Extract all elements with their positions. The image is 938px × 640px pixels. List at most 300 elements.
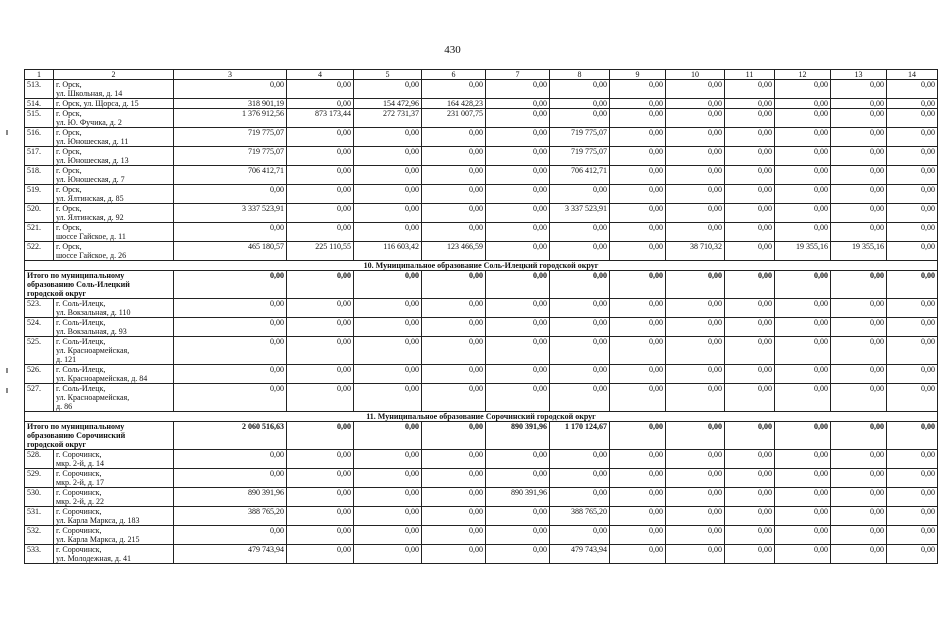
address-cell: г. Орск, ул. Ялтинская, д. 92: [54, 204, 174, 223]
row-index: 528.: [25, 450, 54, 469]
amount-cell: 0,00: [725, 99, 775, 109]
amount-cell: 0,00: [725, 384, 775, 412]
amount-cell: 0,00: [422, 507, 486, 526]
address-cell: г. Орск, ул. Школьная, д. 14: [54, 80, 174, 99]
column-number-header: 9: [610, 70, 666, 80]
amount-cell: 0,00: [666, 185, 725, 204]
amount-cell: 0,00: [666, 204, 725, 223]
amount-cell: 0,00: [610, 384, 666, 412]
amount-cell: 0,00: [831, 299, 887, 318]
amount-cell: 0,00: [550, 299, 610, 318]
row-index: 520.: [25, 204, 54, 223]
amount-cell: 0,00: [610, 507, 666, 526]
amount-cell: 0,00: [887, 109, 938, 128]
amount-cell: 0,00: [287, 147, 354, 166]
address-cell: г. Соль-Илецк, ул. Красноармейская, д. 84: [54, 365, 174, 384]
amount-cell: 0,00: [610, 337, 666, 365]
amount-cell: 0,00: [831, 469, 887, 488]
amount-cell: 0,00: [666, 166, 725, 185]
amount-cell: 0,00: [725, 507, 775, 526]
amount-cell: 0,00: [831, 185, 887, 204]
amount-cell: 0,00: [610, 318, 666, 337]
address-cell: г. Сорочинск, ул. Молодежная, д. 41: [54, 545, 174, 564]
address-cell: г. Орск, ул. Щорса, д. 15: [54, 99, 174, 109]
amount-cell: 0,00: [775, 384, 831, 412]
amount-cell: 479 743,94: [174, 545, 287, 564]
amount-cell: 0,00: [610, 365, 666, 384]
amount-cell: 2 060 516,63: [174, 422, 287, 450]
section-heading: 11. Муниципальное образование Сорочинский городской округ: [25, 412, 938, 422]
amount-cell: 0,00: [725, 166, 775, 185]
amount-cell: 0,00: [831, 488, 887, 507]
amount-cell: 0,00: [831, 526, 887, 545]
row-index: 526.: [25, 365, 54, 384]
amount-cell: 0,00: [725, 185, 775, 204]
amount-cell: 0,00: [725, 365, 775, 384]
table-row: [25, 545, 938, 564]
amount-cell: 0,00: [887, 384, 938, 412]
amount-cell: 479 743,94: [550, 545, 610, 564]
amount-cell: 3 337 523,91: [550, 204, 610, 223]
subtotal-label: Итого по муниципальному образованию Сорочинский городской округ: [25, 422, 174, 450]
amount-cell: 0,00: [775, 507, 831, 526]
amount-cell: 0,00: [725, 223, 775, 242]
row-index: 517.: [25, 147, 54, 166]
amount-cell: 19 355,16: [775, 242, 831, 261]
amount-cell: 0,00: [422, 185, 486, 204]
amount-cell: 0,00: [610, 271, 666, 299]
amount-cell: 0,00: [831, 422, 887, 450]
amount-cell: 0,00: [831, 271, 887, 299]
scan-edge-mark: [6, 130, 8, 135]
amount-cell: 0,00: [550, 365, 610, 384]
address-cell: г. Орск, ул. Юношеская, д. 11: [54, 128, 174, 147]
amount-cell: 0,00: [831, 128, 887, 147]
amount-cell: 0,00: [610, 80, 666, 99]
amount-cell: 0,00: [486, 242, 550, 261]
column-number-header: 13: [831, 70, 887, 80]
amount-cell: 0,00: [775, 365, 831, 384]
table-row: [25, 488, 938, 507]
address-cell: г. Орск, шоссе Гайское, д. 26: [54, 242, 174, 261]
amount-cell: 0,00: [610, 109, 666, 128]
amount-cell: 0,00: [354, 299, 422, 318]
amount-cell: 0,00: [666, 299, 725, 318]
amount-cell: 0,00: [887, 526, 938, 545]
amount-cell: 0,00: [354, 166, 422, 185]
amount-cell: 0,00: [775, 99, 831, 109]
amount-cell: 0,00: [725, 147, 775, 166]
amount-cell: 0,00: [287, 545, 354, 564]
table-row: [25, 299, 938, 318]
amount-cell: 0,00: [486, 109, 550, 128]
amount-cell: 719 775,07: [174, 128, 287, 147]
column-number-header: 12: [775, 70, 831, 80]
address-cell: г. Орск, ул. Ялтинская, д. 85: [54, 185, 174, 204]
amount-cell: 0,00: [174, 185, 287, 204]
amount-cell: 0,00: [775, 147, 831, 166]
amount-cell: 0,00: [887, 185, 938, 204]
amount-cell: 0,00: [354, 204, 422, 223]
amount-cell: 0,00: [831, 166, 887, 185]
budget-table: [24, 69, 938, 564]
table-row: [25, 147, 938, 166]
amount-cell: 0,00: [666, 488, 725, 507]
amount-cell: 0,00: [666, 147, 725, 166]
address-cell: г. Сорочинск, ул. Карла Маркса, д. 183: [54, 507, 174, 526]
row-index: 527.: [25, 384, 54, 412]
amount-cell: 0,00: [486, 469, 550, 488]
amount-cell: 0,00: [775, 318, 831, 337]
amount-cell: 0,00: [422, 450, 486, 469]
amount-cell: 0,00: [287, 299, 354, 318]
amount-cell: 0,00: [486, 147, 550, 166]
amount-cell: 0,00: [775, 488, 831, 507]
table-row: [25, 185, 938, 204]
amount-cell: 116 603,42: [354, 242, 422, 261]
row-index: 513.: [25, 80, 54, 99]
address-cell: г. Орск, ул. Юношеская, д. 7: [54, 166, 174, 185]
amount-cell: 0,00: [725, 204, 775, 223]
amount-cell: 0,00: [354, 128, 422, 147]
amount-cell: 0,00: [610, 526, 666, 545]
amount-cell: 0,00: [174, 299, 287, 318]
amount-cell: 0,00: [725, 299, 775, 318]
amount-cell: 0,00: [550, 337, 610, 365]
amount-cell: 0,00: [287, 469, 354, 488]
amount-cell: 0,00: [666, 99, 725, 109]
column-number-header: 14: [887, 70, 938, 80]
address-cell: г. Соль-Илецк, ул. Красноармейская, д. 86: [54, 384, 174, 412]
amount-cell: 0,00: [422, 545, 486, 564]
amount-cell: 0,00: [887, 80, 938, 99]
amount-cell: 0,00: [174, 271, 287, 299]
amount-cell: 0,00: [887, 545, 938, 564]
subtotal-label: Итого по муниципальному образованию Соль-Илецкий городской округ: [25, 271, 174, 299]
amount-cell: 0,00: [486, 365, 550, 384]
amount-cell: 0,00: [354, 223, 422, 242]
amount-cell: 0,00: [550, 99, 610, 109]
amount-cell: 0,00: [775, 545, 831, 564]
amount-cell: 0,00: [550, 109, 610, 128]
amount-cell: 0,00: [422, 80, 486, 99]
amount-cell: 0,00: [775, 422, 831, 450]
amount-cell: 0,00: [887, 271, 938, 299]
amount-cell: 0,00: [486, 507, 550, 526]
table-row: [25, 128, 938, 147]
amount-cell: 0,00: [725, 271, 775, 299]
amount-cell: 0,00: [831, 365, 887, 384]
address-cell: г. Орск, ул. Юношеская, д. 13: [54, 147, 174, 166]
amount-cell: 154 472,96: [354, 99, 422, 109]
amount-cell: 0,00: [550, 242, 610, 261]
amount-cell: 0,00: [550, 469, 610, 488]
amount-cell: 0,00: [354, 365, 422, 384]
amount-cell: 0,00: [666, 469, 725, 488]
amount-cell: 0,00: [486, 450, 550, 469]
amount-cell: 0,00: [486, 99, 550, 109]
amount-cell: 0,00: [610, 223, 666, 242]
amount-cell: 0,00: [666, 80, 725, 99]
amount-cell: 0,00: [174, 469, 287, 488]
amount-cell: 0,00: [422, 337, 486, 365]
amount-cell: 0,00: [666, 545, 725, 564]
table-row: [25, 109, 938, 128]
amount-cell: 0,00: [174, 337, 287, 365]
row-index: 518.: [25, 166, 54, 185]
amount-cell: 0,00: [887, 337, 938, 365]
amount-cell: 0,00: [725, 337, 775, 365]
amount-cell: 0,00: [887, 223, 938, 242]
amount-cell: 0,00: [887, 147, 938, 166]
amount-cell: 164 428,23: [422, 99, 486, 109]
address-cell: г. Сорочинск, мкр. 2-й, д. 17: [54, 469, 174, 488]
amount-cell: 225 110,55: [287, 242, 354, 261]
amount-cell: 0,00: [287, 204, 354, 223]
section-heading: 10. Муниципальное образование Соль-Илецкий городской округ: [25, 261, 938, 271]
row-index: 531.: [25, 507, 54, 526]
amount-cell: 890 391,96: [486, 422, 550, 450]
amount-cell: 0,00: [610, 242, 666, 261]
amount-cell: 0,00: [354, 422, 422, 450]
amount-cell: 0,00: [831, 507, 887, 526]
amount-cell: 0,00: [831, 545, 887, 564]
amount-cell: 0,00: [354, 507, 422, 526]
amount-cell: 231 007,75: [422, 109, 486, 128]
amount-cell: 0,00: [666, 526, 725, 545]
amount-cell: 0,00: [666, 337, 725, 365]
column-number-header: 1: [25, 70, 54, 80]
amount-cell: 0,00: [287, 166, 354, 185]
amount-cell: 0,00: [486, 318, 550, 337]
row-index: 522.: [25, 242, 54, 261]
amount-cell: 0,00: [174, 450, 287, 469]
amount-cell: 0,00: [831, 450, 887, 469]
amount-cell: 0,00: [550, 526, 610, 545]
table-row: [25, 80, 938, 99]
amount-cell: 0,00: [610, 422, 666, 450]
amount-cell: 0,00: [486, 299, 550, 318]
column-number-header: 7: [486, 70, 550, 80]
amount-cell: 0,00: [174, 223, 287, 242]
amount-cell: 0,00: [287, 80, 354, 99]
row-index: 515.: [25, 109, 54, 128]
table-row: [25, 223, 938, 242]
amount-cell: 0,00: [610, 99, 666, 109]
amount-cell: 0,00: [610, 147, 666, 166]
table-row: [25, 242, 938, 261]
amount-cell: 0,00: [666, 271, 725, 299]
amount-cell: 706 412,71: [174, 166, 287, 185]
column-number-header: 8: [550, 70, 610, 80]
amount-cell: 0,00: [422, 204, 486, 223]
amount-cell: 0,00: [666, 318, 725, 337]
amount-cell: 0,00: [831, 109, 887, 128]
address-cell: г. Орск, шоссе Гайское, д. 11: [54, 223, 174, 242]
column-number-header: 6: [422, 70, 486, 80]
amount-cell: 0,00: [775, 469, 831, 488]
address-cell: г. Орск, ул. Ю. Фучика, д. 2: [54, 109, 174, 128]
amount-cell: 0,00: [287, 337, 354, 365]
table-row: [25, 99, 938, 109]
amount-cell: 0,00: [831, 147, 887, 166]
amount-cell: 0,00: [610, 545, 666, 564]
amount-cell: 0,00: [287, 507, 354, 526]
amount-cell: 0,00: [610, 166, 666, 185]
amount-cell: 0,00: [887, 469, 938, 488]
row-index: 516.: [25, 128, 54, 147]
amount-cell: 465 180,57: [174, 242, 287, 261]
amount-cell: 0,00: [550, 80, 610, 99]
amount-cell: 0,00: [775, 204, 831, 223]
amount-cell: 0,00: [831, 80, 887, 99]
amount-cell: 0,00: [354, 337, 422, 365]
amount-cell: 0,00: [725, 128, 775, 147]
amount-cell: 0,00: [666, 450, 725, 469]
table-row: [25, 384, 938, 412]
amount-cell: 0,00: [725, 469, 775, 488]
amount-cell: 0,00: [354, 384, 422, 412]
amount-cell: 0,00: [775, 450, 831, 469]
page-number: 430: [444, 44, 461, 56]
subtotal-row: [25, 271, 938, 299]
amount-cell: 0,00: [887, 507, 938, 526]
amount-cell: 0,00: [486, 204, 550, 223]
amount-cell: 706 412,71: [550, 166, 610, 185]
amount-cell: 0,00: [725, 526, 775, 545]
amount-cell: 0,00: [354, 526, 422, 545]
amount-cell: 0,00: [486, 166, 550, 185]
amount-cell: 0,00: [887, 128, 938, 147]
amount-cell: 0,00: [354, 450, 422, 469]
column-number-header: 3: [174, 70, 287, 80]
amount-cell: 0,00: [486, 337, 550, 365]
amount-cell: 0,00: [550, 223, 610, 242]
amount-cell: 0,00: [174, 384, 287, 412]
amount-cell: 0,00: [775, 223, 831, 242]
amount-cell: 0,00: [354, 488, 422, 507]
amount-cell: 0,00: [666, 384, 725, 412]
amount-cell: 719 775,07: [550, 128, 610, 147]
amount-cell: 19 355,16: [831, 242, 887, 261]
amount-cell: 1 170 124,67: [550, 422, 610, 450]
amount-cell: 0,00: [550, 450, 610, 469]
amount-cell: 0,00: [422, 223, 486, 242]
amount-cell: 123 466,59: [422, 242, 486, 261]
amount-cell: 0,00: [887, 166, 938, 185]
address-cell: г. Сорочинск, мкр. 2-й, д. 22: [54, 488, 174, 507]
amount-cell: 0,00: [725, 109, 775, 128]
amount-cell: 0,00: [287, 128, 354, 147]
row-index: 514.: [25, 99, 54, 109]
row-index: 532.: [25, 526, 54, 545]
table-row: [25, 204, 938, 223]
amount-cell: 0,00: [610, 128, 666, 147]
amount-cell: 0,00: [550, 185, 610, 204]
amount-cell: 0,00: [354, 469, 422, 488]
amount-cell: 0,00: [422, 469, 486, 488]
amount-cell: 0,00: [887, 450, 938, 469]
amount-cell: 0,00: [287, 318, 354, 337]
row-index: 521.: [25, 223, 54, 242]
table-header-row: [25, 70, 938, 80]
amount-cell: 0,00: [287, 526, 354, 545]
amount-cell: 0,00: [422, 147, 486, 166]
amount-cell: 0,00: [831, 99, 887, 109]
amount-cell: 0,00: [422, 166, 486, 185]
amount-cell: 0,00: [550, 488, 610, 507]
amount-cell: 0,00: [287, 488, 354, 507]
amount-cell: 3 337 523,91: [174, 204, 287, 223]
amount-cell: 0,00: [831, 204, 887, 223]
table-row: [25, 526, 938, 545]
amount-cell: 0,00: [610, 450, 666, 469]
table-row: [25, 365, 938, 384]
amount-cell: 0,00: [666, 422, 725, 450]
amount-cell: 0,00: [666, 223, 725, 242]
amount-cell: 0,00: [486, 526, 550, 545]
amount-cell: 0,00: [422, 128, 486, 147]
scan-edge-mark: [6, 388, 8, 393]
amount-cell: 388 765,20: [174, 507, 287, 526]
amount-cell: 0,00: [174, 318, 287, 337]
amount-cell: 0,00: [725, 488, 775, 507]
amount-cell: 873 173,44: [287, 109, 354, 128]
amount-cell: 0,00: [775, 166, 831, 185]
amount-cell: 0,00: [287, 223, 354, 242]
amount-cell: 0,00: [666, 109, 725, 128]
amount-cell: 0,00: [422, 365, 486, 384]
amount-cell: 0,00: [610, 469, 666, 488]
amount-cell: 0,00: [486, 128, 550, 147]
amount-cell: 0,00: [725, 318, 775, 337]
address-cell: г. Соль-Илецк, ул. Вокзальная, д. 93: [54, 318, 174, 337]
column-number-header: 11: [725, 70, 775, 80]
table-row: [25, 469, 938, 488]
amount-cell: 719 775,07: [550, 147, 610, 166]
amount-cell: 0,00: [486, 271, 550, 299]
amount-cell: 0,00: [666, 507, 725, 526]
amount-cell: 0,00: [887, 242, 938, 261]
amount-cell: 0,00: [422, 384, 486, 412]
amount-cell: 0,00: [887, 365, 938, 384]
amount-cell: 890 391,96: [174, 488, 287, 507]
amount-cell: 0,00: [610, 204, 666, 223]
amount-cell: 719 775,07: [174, 147, 287, 166]
amount-cell: 0,00: [725, 450, 775, 469]
amount-cell: 0,00: [887, 99, 938, 109]
amount-cell: 0,00: [775, 128, 831, 147]
amount-cell: 0,00: [887, 422, 938, 450]
amount-cell: 0,00: [550, 271, 610, 299]
amount-cell: 0,00: [287, 99, 354, 109]
amount-cell: 0,00: [887, 299, 938, 318]
amount-cell: 0,00: [666, 365, 725, 384]
amount-cell: 0,00: [287, 384, 354, 412]
amount-cell: 0,00: [422, 318, 486, 337]
amount-cell: 1 376 912,56: [174, 109, 287, 128]
amount-cell: 0,00: [354, 80, 422, 99]
table-row: [25, 507, 938, 526]
amount-cell: 0,00: [610, 299, 666, 318]
amount-cell: 0,00: [174, 526, 287, 545]
amount-cell: 0,00: [775, 299, 831, 318]
address-cell: г. Сорочинск, мкр. 2-й, д. 14: [54, 450, 174, 469]
table-row: [25, 318, 938, 337]
amount-cell: 0,00: [354, 147, 422, 166]
amount-cell: 0,00: [486, 80, 550, 99]
amount-cell: 0,00: [831, 384, 887, 412]
